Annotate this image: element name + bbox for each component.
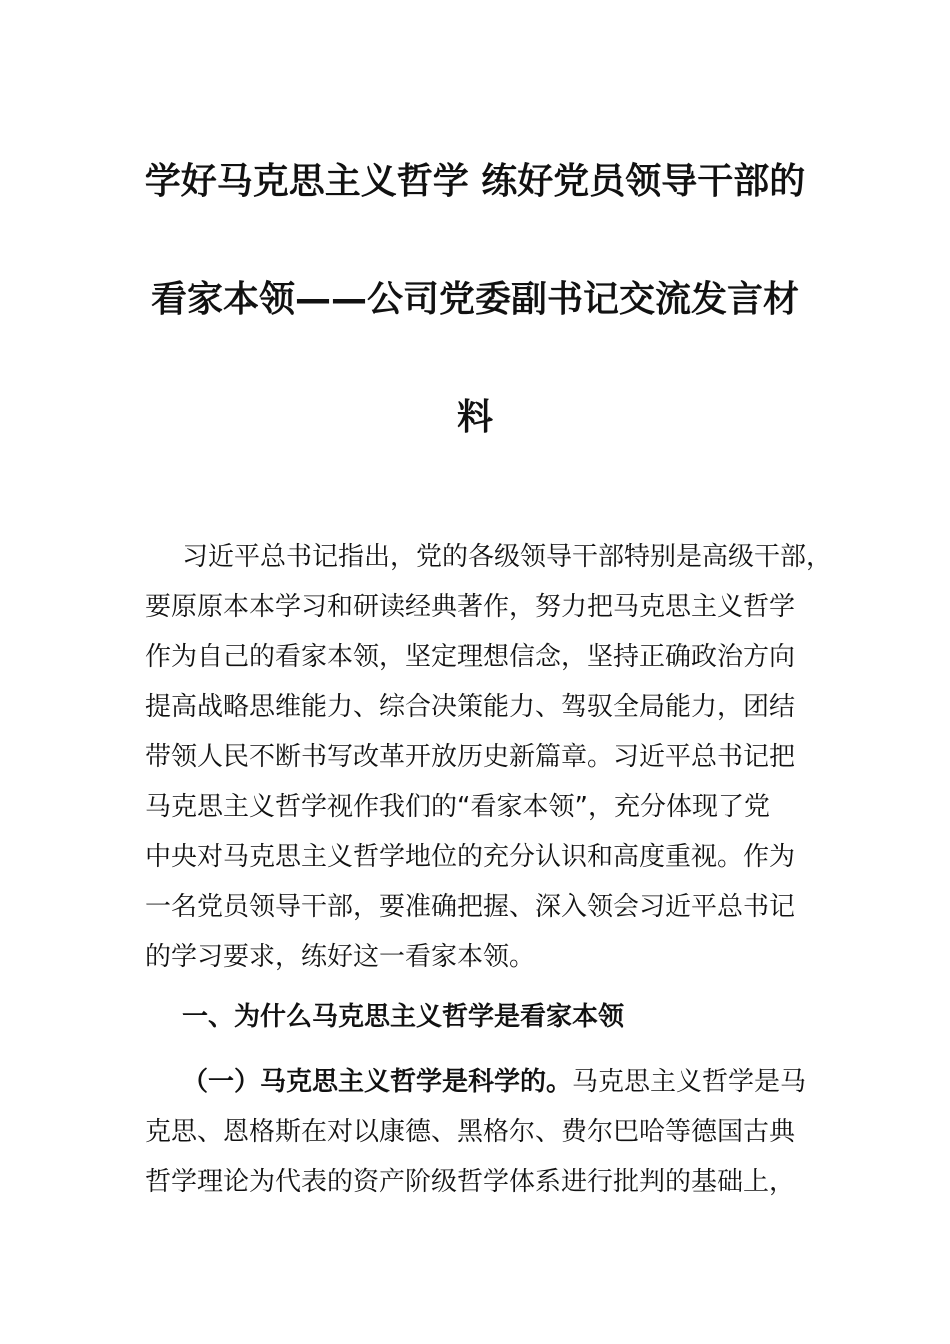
paragraph-line: 马克思主义哲学视作我们的“看家本领”，充分体现了党 — [145, 792, 770, 822]
document-title-line-2: 看家本领——公司党委副书记交流发言材 — [150, 279, 799, 320]
paragraph-line: 的学习要求，练好这一看家本领。 — [145, 942, 536, 972]
paragraph-line: 哲学理论为代表的资产阶级哲学体系进行批判的基础上， — [145, 1167, 796, 1197]
paragraph-line: 提高战略思维能力、综合决策能力、驾驭全局能力，团结 — [145, 692, 796, 722]
paragraph-line: 作为自己的看家本领，坚定理想信念，坚持正确政治方向 — [145, 642, 796, 672]
paragraph-line: 中央对马克思主义哲学地位的充分认识和高度重视。作为 — [145, 842, 796, 872]
subsection-lead-text: 马克思主义哲学是马 — [572, 1067, 807, 1097]
paragraph-line: 克思、恩格斯在对以康德、黑格尔、费尔巴哈等德国古典 — [145, 1117, 796, 1147]
section-heading-1: 一、为什么马克思主义哲学是看家本领 — [182, 1002, 625, 1032]
subsection-title: （一）马克思主义哲学是科学的。 — [182, 1067, 573, 1097]
paragraph-line: 习近平总书记指出，党的各级领导干部特别是高级干部， — [182, 542, 833, 572]
paragraph-line: 一名党员领导干部，要准确把握、深入领会习近平总书记 — [145, 892, 796, 922]
document-title-line-1: 学好马克思主义哲学 练好党员领导干部的 — [144, 161, 806, 202]
document-title-line-3: 料 — [456, 397, 493, 438]
paragraph-line: 带领人民不断书写改革开放历史新篇章。习近平总书记把 — [145, 742, 796, 772]
paragraph-line: 要原原本本学习和研读经典著作，努力把马克思主义哲学 — [145, 592, 796, 622]
subsection-lead-line — [182, 1065, 862, 1099]
